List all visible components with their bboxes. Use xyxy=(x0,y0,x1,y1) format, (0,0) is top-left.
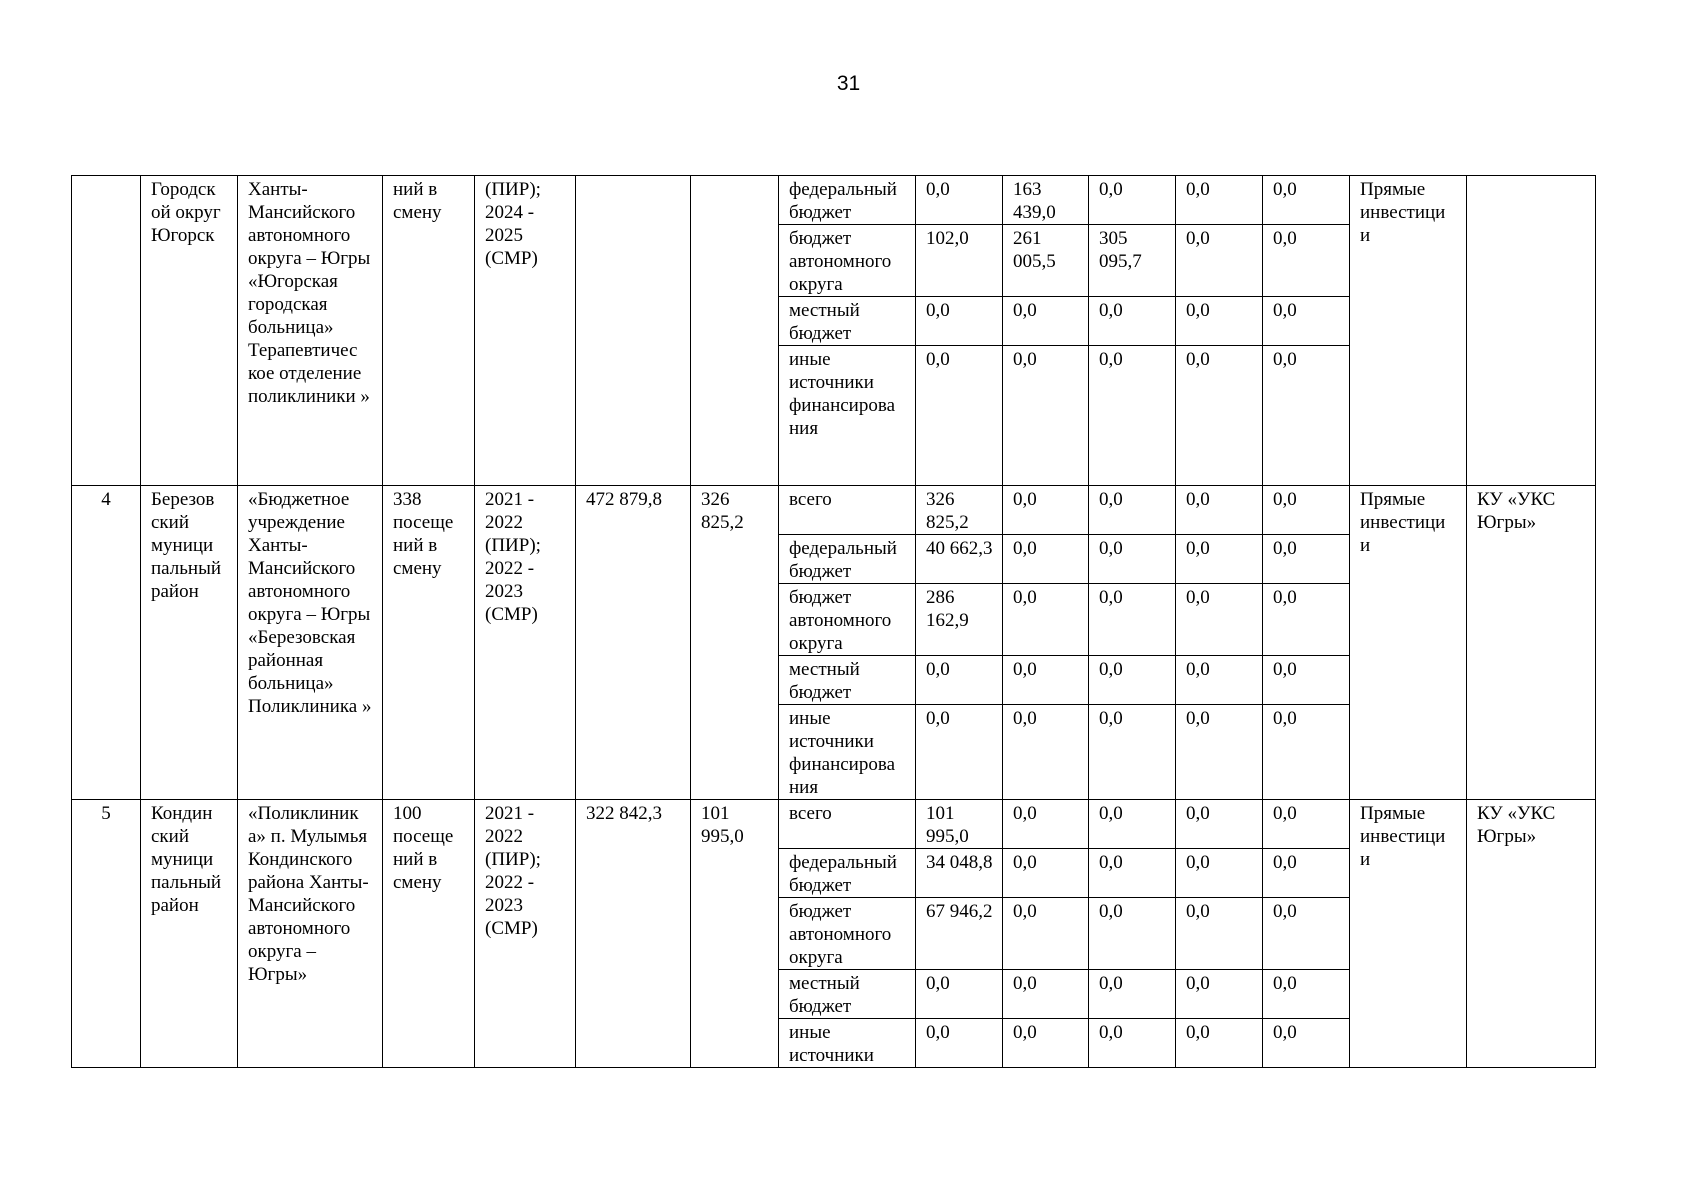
value-cell: 0,0 xyxy=(1263,970,1350,1019)
value-cell: 0,0 xyxy=(1003,970,1089,1019)
customer-cell: КУ «УКС Югры» xyxy=(1467,800,1596,1068)
value-cell: 261 005,5 xyxy=(1003,225,1089,297)
value-cell: 0,0 xyxy=(1089,1019,1176,1068)
remaining-cost-cell: 101 995,0 xyxy=(691,800,779,1068)
facility-cell: «Поликлиник а» п. Мулымья Кондинского района Ханты- Мансийского автономного округа – Югры» xyxy=(238,800,383,1068)
value-cell: 34 048,8 xyxy=(916,849,1003,898)
estimated-cost-cell: 472 879,8 xyxy=(576,486,691,800)
value-cell: 0,0 xyxy=(1003,705,1089,800)
value-cell: 0,0 xyxy=(1089,584,1176,656)
value-cell: 102,0 xyxy=(916,225,1003,297)
investment-form-cell: Прямые инвестици и xyxy=(1350,486,1467,800)
value-cell: 0,0 xyxy=(1176,1019,1263,1068)
value-cell: 0,0 xyxy=(1003,535,1089,584)
value-cell: 0,0 xyxy=(1089,486,1176,535)
remaining-cost-cell: 326 825,2 xyxy=(691,486,779,800)
value-cell: 0,0 xyxy=(1003,297,1089,346)
value-cell: 0,0 xyxy=(1263,1019,1350,1068)
value-cell: 0,0 xyxy=(1089,176,1176,225)
remaining-cost-cell xyxy=(691,176,779,486)
finance-source-cell: всего xyxy=(779,486,916,535)
finance-source-cell: федеральный бюджет xyxy=(779,535,916,584)
row-number: 4 xyxy=(72,486,141,800)
table-row xyxy=(72,486,1596,535)
finance-source-cell: местный бюджет xyxy=(779,297,916,346)
value-cell: 163 439,0 xyxy=(1003,176,1089,225)
value-cell: 0,0 xyxy=(916,346,1003,486)
value-cell: 0,0 xyxy=(916,656,1003,705)
finance-source-cell: иные источники финансирова ния xyxy=(779,705,916,800)
estimated-cost-cell xyxy=(576,176,691,486)
value-cell: 0,0 xyxy=(1003,486,1089,535)
value-cell: 0,0 xyxy=(1089,346,1176,486)
value-cell: 0,0 xyxy=(1089,535,1176,584)
value-cell: 0,0 xyxy=(1263,225,1350,297)
value-cell: 305 095,7 xyxy=(1089,225,1176,297)
finance-source-cell: федеральный бюджет xyxy=(779,176,916,225)
capacity-cell: ний в смену xyxy=(383,176,475,486)
value-cell: 0,0 xyxy=(1176,225,1263,297)
value-cell: 0,0 xyxy=(1176,898,1263,970)
row-number xyxy=(72,176,141,486)
value-cell: 0,0 xyxy=(1176,705,1263,800)
value-cell: 0,0 xyxy=(1263,486,1350,535)
value-cell: 0,0 xyxy=(1176,584,1263,656)
value-cell: 0,0 xyxy=(1089,297,1176,346)
finance-source-cell: иные источники финансирова ния xyxy=(779,346,916,486)
value-cell: 0,0 xyxy=(1176,486,1263,535)
row-number: 5 xyxy=(72,800,141,1068)
investment-form-cell: Прямые инвестици и xyxy=(1350,176,1467,486)
table-row xyxy=(72,800,1596,849)
value-cell: 0,0 xyxy=(1003,656,1089,705)
capacity-cell: 100 посеще ний в смену xyxy=(383,800,475,1068)
value-cell: 0,0 xyxy=(916,970,1003,1019)
value-cell: 0,0 xyxy=(1003,346,1089,486)
customer-cell: КУ «УКС Югры» xyxy=(1467,486,1596,800)
value-cell: 0,0 xyxy=(1263,176,1350,225)
table-row xyxy=(72,176,1596,225)
value-cell: 286 162,9 xyxy=(916,584,1003,656)
value-cell: 326 825,2 xyxy=(916,486,1003,535)
value-cell: 0,0 xyxy=(1176,535,1263,584)
value-cell: 0,0 xyxy=(1003,584,1089,656)
value-cell: 101 995,0 xyxy=(916,800,1003,849)
facility-cell: «Бюджетное учреждение Ханты- Мансийского автономного округа – Югры «Березовская районная больница» Поликлиника » xyxy=(238,486,383,800)
value-cell: 0,0 xyxy=(1263,800,1350,849)
value-cell: 0,0 xyxy=(1003,849,1089,898)
facility-cell: Ханты- Мансийского автономного округа – Югры «Югорская городская больница» Терапевтичес кое отделение поликлиники » xyxy=(238,176,383,486)
finance-source-cell: местный бюджет xyxy=(779,656,916,705)
value-cell: 0,0 xyxy=(1263,849,1350,898)
value-cell: 0,0 xyxy=(1003,898,1089,970)
finance-source-cell: бюджет автономного округа xyxy=(779,584,916,656)
value-cell: 0,0 xyxy=(1176,849,1263,898)
municipality-cell: Городск ой округ Югорск xyxy=(141,176,238,486)
value-cell: 0,0 xyxy=(1003,1019,1089,1068)
value-cell: 0,0 xyxy=(1263,535,1350,584)
value-cell: 40 662,3 xyxy=(916,535,1003,584)
investment-form-cell: Прямые инвестици и xyxy=(1350,800,1467,1068)
finance-source-cell: иные источники xyxy=(779,1019,916,1068)
value-cell: 0,0 xyxy=(1263,705,1350,800)
period-cell: (ПИР); 2024 - 2025 (СМР) xyxy=(475,176,576,486)
customer-cell xyxy=(1467,176,1596,486)
value-cell: 0,0 xyxy=(1003,800,1089,849)
value-cell: 0,0 xyxy=(1089,705,1176,800)
value-cell: 0,0 xyxy=(916,176,1003,225)
value-cell: 0,0 xyxy=(1176,176,1263,225)
finance-source-cell: бюджет автономного округа xyxy=(779,225,916,297)
value-cell: 0,0 xyxy=(1089,849,1176,898)
value-cell: 0,0 xyxy=(1089,656,1176,705)
period-cell: 2021 - 2022 (ПИР); 2022 - 2023 (СМР) xyxy=(475,486,576,800)
finance-source-cell: местный бюджет xyxy=(779,970,916,1019)
page-number: 31 xyxy=(836,72,861,95)
value-cell: 0,0 xyxy=(1263,346,1350,486)
value-cell: 0,0 xyxy=(1263,297,1350,346)
finance-source-cell: всего xyxy=(779,800,916,849)
municipality-cell: Березов ский муници пальный район xyxy=(141,486,238,800)
value-cell: 0,0 xyxy=(916,297,1003,346)
finance-source-cell: бюджет автономного округа xyxy=(779,898,916,970)
value-cell: 0,0 xyxy=(1263,898,1350,970)
value-cell: 67 946,2 xyxy=(916,898,1003,970)
value-cell: 0,0 xyxy=(1089,970,1176,1019)
value-cell: 0,0 xyxy=(916,705,1003,800)
finance-source-cell: федеральный бюджет xyxy=(779,849,916,898)
value-cell: 0,0 xyxy=(1176,297,1263,346)
estimated-cost-cell: 322 842,3 xyxy=(576,800,691,1068)
value-cell: 0,0 xyxy=(1176,656,1263,705)
investment-table xyxy=(71,175,1596,1068)
value-cell: 0,0 xyxy=(916,1019,1003,1068)
value-cell: 0,0 xyxy=(1176,346,1263,486)
value-cell: 0,0 xyxy=(1176,800,1263,849)
capacity-cell: 338 посеще ний в смену xyxy=(383,486,475,800)
value-cell: 0,0 xyxy=(1089,800,1176,849)
value-cell: 0,0 xyxy=(1176,970,1263,1019)
municipality-cell: Кондин ский муници пальный район xyxy=(141,800,238,1068)
value-cell: 0,0 xyxy=(1263,584,1350,656)
period-cell: 2021 - 2022 (ПИР); 2022 - 2023 (СМР) xyxy=(475,800,576,1068)
value-cell: 0,0 xyxy=(1263,656,1350,705)
value-cell: 0,0 xyxy=(1089,898,1176,970)
